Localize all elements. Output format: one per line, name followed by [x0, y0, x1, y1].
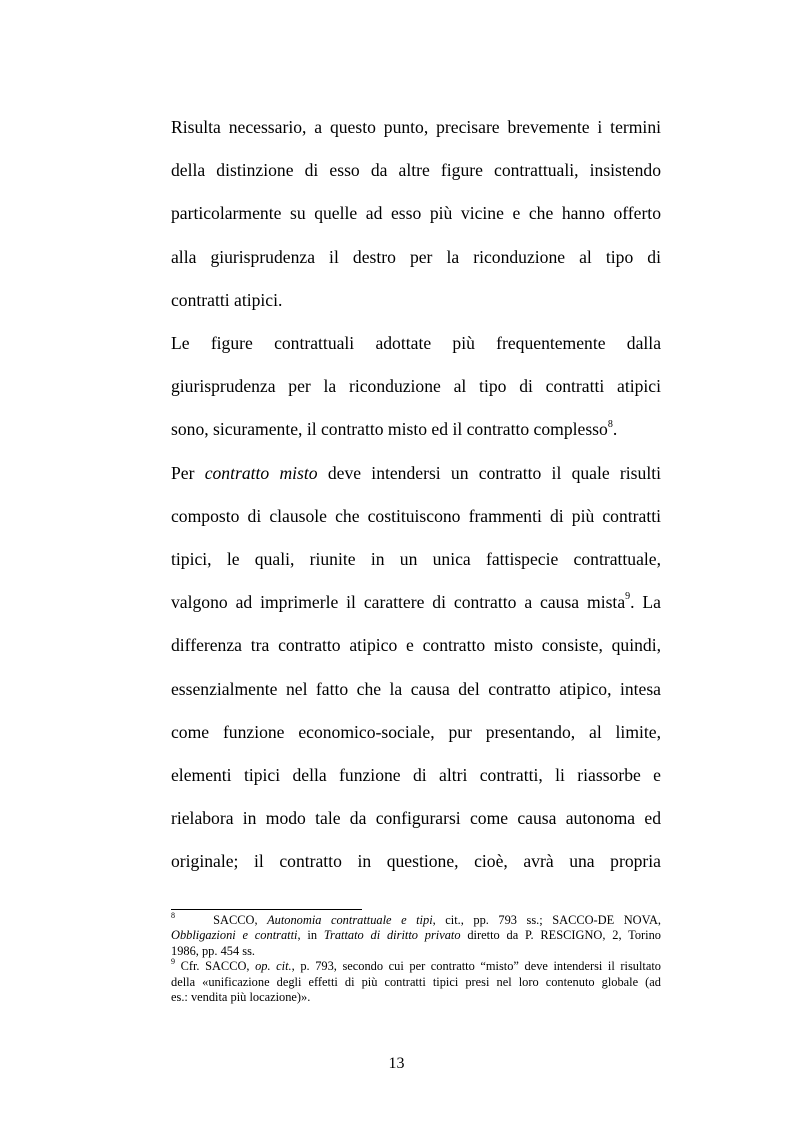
text-line: contratti atipici.	[171, 289, 283, 310]
text-fragment: , in	[297, 928, 324, 943]
text-fragment: . La	[630, 592, 661, 613]
main-text	[171, 106, 661, 884]
text-fragment: , cit., pp. 793 ss.; SACCO-DE NOVA,	[432, 913, 662, 927]
text-line: originale; il contratto in questione, cioè, avrà una propria	[171, 851, 661, 872]
text-fragment: diretto da P. RESCIGNO, 2, Torino	[460, 928, 661, 943]
text-line	[171, 408, 661, 451]
footnote-line: della «unificazione degli effetti di più contratti tipici presi nel loro contenuto globale (ad	[171, 974, 661, 989]
text-fragment: sono, sicuramente, il contratto misto ed il contratto complesso	[171, 419, 608, 440]
body-text	[171, 106, 661, 884]
footnote-line: 1986, pp. 454 ss.	[171, 943, 255, 958]
paragraph-2	[171, 322, 661, 452]
text-line: particolarmente su quelle ad esso più vicine e che hanno offerto	[171, 203, 661, 224]
italic-title: op. cit.	[255, 959, 292, 974]
text-fragment: SACCO,	[213, 913, 268, 927]
italic-title: Trattato di diritto privato	[323, 928, 461, 943]
text-fragment: Per	[171, 462, 205, 483]
italic-title: Obbligazioni e contratti	[171, 928, 298, 943]
footnote-line	[171, 910, 662, 928]
text-line: rielabora in modo tale da configurarsi come causa autonoma ed	[171, 808, 661, 829]
text-line: Le figure contrattuali adottate più frequentemente dalla	[171, 333, 661, 354]
text-line: della distinzione di esso da altre figure contrattuali, insistendo	[171, 160, 661, 181]
footnotes	[171, 910, 662, 1005]
footnote-line	[171, 959, 661, 974]
footnote-9	[171, 959, 661, 1005]
text-line	[171, 581, 661, 624]
text-fragment: valgono ad imprimerle il carattere di contratto a causa mista	[171, 592, 626, 613]
text-fragment: deve intendersi un contratto il quale risulti	[317, 462, 661, 483]
text-line: composto di clausole che costituiscono frammenti di più contratti	[171, 505, 661, 526]
footnote-ref-9[interactable]: 9	[625, 591, 631, 603]
text-line: come funzione economico-sociale, pur presentando, al limite,	[171, 721, 661, 742]
text-line: giurisprudenza per la riconduzione al tipo di contratti atipici	[171, 376, 661, 397]
text-line: differenza tra contratto atipico e contratto misto consiste, quindi,	[171, 635, 661, 656]
italic-title: Autonomia contrattuale e tipi	[267, 913, 433, 927]
footnote-number: 9	[171, 957, 175, 967]
paragraph-1	[171, 106, 661, 322]
footnote-separator	[171, 909, 362, 910]
footnote-line: es.: vendita più locazione)».	[171, 990, 311, 1005]
page-number: 13	[388, 1055, 405, 1072]
text-line: alla giurisprudenza il destro per la riconduzione al tipo di	[171, 246, 661, 267]
footnote-ref-8[interactable]: 8	[607, 418, 613, 430]
footnote-number: 8	[171, 910, 175, 920]
text-line: tipici, le quali, riunite in un unica fattispecie contrattuale,	[171, 549, 661, 570]
italic-term: contratto misto	[204, 462, 318, 483]
text-fragment: .	[612, 419, 618, 440]
footnote-line	[171, 928, 661, 943]
text-line	[171, 452, 661, 495]
text-line: elementi tipici della funzione di altri contratti, li riassorbe e	[171, 765, 661, 786]
footnote-8	[171, 910, 662, 959]
text-fragment: Cfr. SACCO,	[175, 959, 256, 974]
text-fragment: , p. 793, secondo cui per contratto “misto” deve intendersi il risultato	[291, 959, 662, 974]
text-line: essenzialmente nel fatto che la causa del contratto atipico, intesa	[171, 678, 661, 699]
paragraph-3	[171, 452, 661, 884]
text-line: Risulta necessario, a questo punto, precisare brevemente i termini	[171, 117, 661, 137]
